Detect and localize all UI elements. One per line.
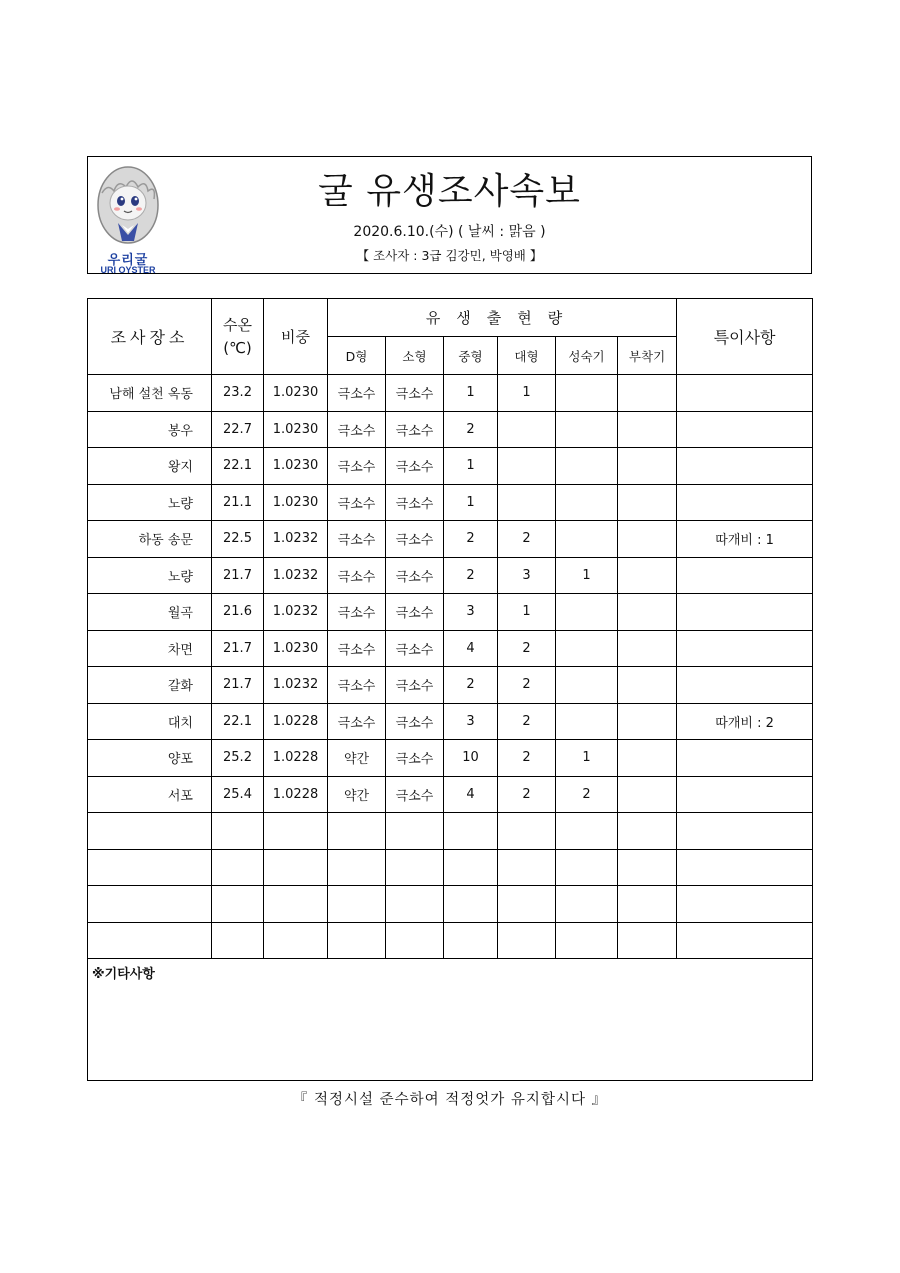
cell-temp: 22.7 — [212, 411, 264, 448]
cell-d-type: 극소수 — [328, 448, 386, 485]
cell-temp: 23.2 — [212, 375, 264, 412]
header-d-type: D형 — [328, 337, 386, 375]
header-notes: 특이사항 — [677, 299, 813, 375]
table-row — [88, 630, 813, 667]
cell-small-type: 극소수 — [386, 703, 444, 740]
cell-attach — [618, 813, 677, 850]
cell-note — [677, 411, 813, 448]
cell-temp — [212, 886, 264, 923]
cell-small-type: 극소수 — [386, 630, 444, 667]
cell-mid-type: 3 — [444, 594, 498, 631]
cell-gravity: 1.0228 — [264, 703, 328, 740]
cell-mature — [556, 667, 618, 704]
cell-mature — [556, 703, 618, 740]
cell-mature — [556, 484, 618, 521]
header-mid-type: 중형 — [444, 337, 498, 375]
header-temp-line1: 수온 — [223, 315, 252, 334]
cell-mature: 1 — [556, 740, 618, 777]
cell-d-type: 극소수 — [328, 630, 386, 667]
cell-temp: 22.1 — [212, 448, 264, 485]
logo-name: 우리굴 — [107, 253, 149, 268]
cell-attach — [618, 922, 677, 959]
cell-small-type — [386, 922, 444, 959]
cell-note — [677, 886, 813, 923]
cell-temp — [212, 813, 264, 850]
cell-gravity: 1.0232 — [264, 557, 328, 594]
table-row — [88, 375, 813, 412]
cell-attach — [618, 521, 677, 558]
cell-temp — [212, 922, 264, 959]
cell-mid-type: 2 — [444, 521, 498, 558]
cell-location: 하동 송문 — [88, 521, 212, 558]
cell-location: 봉우 — [88, 411, 212, 448]
cell-gravity: 1.0228 — [264, 776, 328, 813]
cell-temp: 21.6 — [212, 594, 264, 631]
cell-attach — [618, 667, 677, 704]
table-row — [88, 849, 813, 886]
cell-note — [677, 557, 813, 594]
cell-gravity: 1.0232 — [264, 521, 328, 558]
cell-temp: 25.4 — [212, 776, 264, 813]
footer-slogan: 『 적정시설 준수하여 적정엇가 유지합시다 』 — [292, 1092, 608, 1108]
cell-location: 차면 — [88, 630, 212, 667]
table-row — [88, 411, 813, 448]
cell-small-type — [386, 886, 444, 923]
cell-mature — [556, 521, 618, 558]
cell-temp: 22.1 — [212, 703, 264, 740]
cell-mature — [556, 922, 618, 959]
cell-attach — [618, 740, 677, 777]
cell-mature: 2 — [556, 776, 618, 813]
table-row — [88, 922, 813, 959]
cell-d-type: 극소수 — [328, 375, 386, 412]
cell-mid-type: 2 — [444, 557, 498, 594]
header-small-type: 소형 — [386, 337, 444, 375]
cell-d-type: 극소수 — [328, 521, 386, 558]
cell-location — [88, 813, 212, 850]
cell-small-type: 극소수 — [386, 740, 444, 777]
header-gravity: 비중 — [264, 299, 328, 375]
cell-mid-type — [444, 922, 498, 959]
cell-attach — [618, 411, 677, 448]
cell-d-type: 극소수 — [328, 557, 386, 594]
cell-large-type: 2 — [498, 667, 556, 704]
table-row — [88, 521, 813, 558]
cell-gravity: 1.0230 — [264, 630, 328, 667]
cell-mid-type — [444, 813, 498, 850]
cell-location: 양포 — [88, 740, 212, 777]
cell-small-type: 극소수 — [386, 411, 444, 448]
cell-attach — [618, 630, 677, 667]
cell-large-type — [498, 922, 556, 959]
header-mature: 성숙기 — [556, 337, 618, 375]
cell-gravity: 1.0232 — [264, 667, 328, 704]
cell-mid-type: 10 — [444, 740, 498, 777]
cell-gravity: 1.0232 — [264, 594, 328, 631]
cell-mature — [556, 849, 618, 886]
cell-gravity — [264, 849, 328, 886]
cell-small-type: 극소수 — [386, 776, 444, 813]
cell-temp: 21.1 — [212, 484, 264, 521]
cell-large-type — [498, 849, 556, 886]
cell-location — [88, 886, 212, 923]
cell-large-type: 2 — [498, 521, 556, 558]
cell-mature — [556, 630, 618, 667]
cell-temp: 21.7 — [212, 667, 264, 704]
cell-large-type: 2 — [498, 703, 556, 740]
table-row — [88, 813, 813, 850]
table-row — [88, 776, 813, 813]
cell-temp — [212, 849, 264, 886]
cell-note — [677, 484, 813, 521]
cell-gravity: 1.0228 — [264, 740, 328, 777]
cell-location: 노량 — [88, 557, 212, 594]
cell-gravity — [264, 813, 328, 850]
cell-d-type — [328, 886, 386, 923]
cell-note — [677, 922, 813, 959]
date-weather-line: 2020.6.10.(수) ( 날씨 : 맑음 ) — [353, 224, 546, 240]
cell-mature — [556, 886, 618, 923]
cell-large-type — [498, 813, 556, 850]
cell-attach — [618, 776, 677, 813]
table-row — [88, 886, 813, 923]
cell-temp: 21.7 — [212, 557, 264, 594]
table-row — [88, 594, 813, 631]
header-large-type: 대형 — [498, 337, 556, 375]
table-row — [88, 484, 813, 521]
cell-temp: 25.2 — [212, 740, 264, 777]
table-row — [88, 703, 813, 740]
cell-d-type: 극소수 — [328, 703, 386, 740]
cell-mature — [556, 375, 618, 412]
cell-small-type — [386, 849, 444, 886]
cell-small-type: 극소수 — [386, 594, 444, 631]
cell-mid-type: 4 — [444, 776, 498, 813]
cell-mid-type: 3 — [444, 703, 498, 740]
cell-attach — [618, 448, 677, 485]
cell-mature — [556, 594, 618, 631]
cell-attach — [618, 703, 677, 740]
cell-d-type: 극소수 — [328, 484, 386, 521]
cell-note — [677, 594, 813, 631]
cell-large-type: 2 — [498, 740, 556, 777]
cell-mature — [556, 448, 618, 485]
table-row — [88, 557, 813, 594]
cell-small-type: 극소수 — [386, 557, 444, 594]
cell-location: 갈화 — [88, 667, 212, 704]
cell-large-type — [498, 411, 556, 448]
header-temp-line2: (℃) — [223, 338, 252, 357]
cell-mature — [556, 411, 618, 448]
cell-d-type: 극소수 — [328, 667, 386, 704]
larvae-survey-table — [87, 298, 813, 1081]
cell-large-type: 2 — [498, 776, 556, 813]
cell-large-type: 1 — [498, 375, 556, 412]
cell-note — [677, 776, 813, 813]
cell-note — [677, 667, 813, 704]
table-row — [88, 448, 813, 485]
cell-attach — [618, 375, 677, 412]
cell-small-type: 극소수 — [386, 484, 444, 521]
cell-note — [677, 630, 813, 667]
header-attach: 부착기 — [618, 337, 677, 375]
cell-attach — [618, 886, 677, 923]
cell-location: 남해 설천 옥동 — [88, 375, 212, 412]
table-row — [88, 667, 813, 704]
cell-d-type: 극소수 — [328, 411, 386, 448]
cell-note — [677, 813, 813, 850]
table-row — [88, 740, 813, 777]
cell-location: 왕지 — [88, 448, 212, 485]
header-temp — [212, 299, 264, 375]
cell-location — [88, 922, 212, 959]
header-larvae-group: 유생출현량 — [328, 299, 677, 337]
cell-gravity: 1.0230 — [264, 411, 328, 448]
cell-note: 따개비 : 1 — [677, 521, 813, 558]
cell-attach — [618, 594, 677, 631]
surveyor-line: 【 조사자 : 3급 김강민, 박영배 】 — [356, 248, 543, 263]
page-title: 굴 유생조사속보 — [318, 171, 581, 212]
cell-large-type: 3 — [498, 557, 556, 594]
cell-temp: 21.7 — [212, 630, 264, 667]
cell-d-type: 약간 — [328, 740, 386, 777]
cell-d-type — [328, 922, 386, 959]
cell-d-type — [328, 813, 386, 850]
cell-small-type: 극소수 — [386, 375, 444, 412]
cell-note — [677, 448, 813, 485]
cell-small-type: 극소수 — [386, 448, 444, 485]
cell-gravity: 1.0230 — [264, 375, 328, 412]
cell-gravity: 1.0230 — [264, 448, 328, 485]
cell-mid-type: 2 — [444, 667, 498, 704]
cell-note — [677, 740, 813, 777]
cell-location: 월곡 — [88, 594, 212, 631]
cell-mid-type: 2 — [444, 411, 498, 448]
cell-mid-type: 1 — [444, 375, 498, 412]
cell-mid-type — [444, 886, 498, 923]
cell-gravity — [264, 886, 328, 923]
etc-notes: ※기타사항 — [88, 959, 813, 1081]
cell-mid-type: 1 — [444, 484, 498, 521]
cell-large-type: 1 — [498, 594, 556, 631]
cell-d-type: 극소수 — [328, 594, 386, 631]
cell-note — [677, 849, 813, 886]
header-location: 조사장소 — [88, 299, 212, 375]
logo-subtitle: URI OYSTER — [100, 265, 156, 275]
cell-mid-type — [444, 849, 498, 886]
cell-small-type — [386, 813, 444, 850]
cell-attach — [618, 484, 677, 521]
cell-mature: 1 — [556, 557, 618, 594]
cell-mid-type: 4 — [444, 630, 498, 667]
cell-temp: 22.5 — [212, 521, 264, 558]
cell-attach — [618, 557, 677, 594]
report-header — [87, 156, 812, 274]
cell-small-type: 극소수 — [386, 667, 444, 704]
cell-location — [88, 849, 212, 886]
cell-attach — [618, 849, 677, 886]
cell-large-type — [498, 448, 556, 485]
cell-mature — [556, 813, 618, 850]
cell-location: 노량 — [88, 484, 212, 521]
cell-gravity: 1.0230 — [264, 484, 328, 521]
cell-gravity — [264, 922, 328, 959]
cell-large-type — [498, 886, 556, 923]
cell-d-type: 약간 — [328, 776, 386, 813]
cell-note: 따개비 : 2 — [677, 703, 813, 740]
cell-mid-type: 1 — [444, 448, 498, 485]
cell-large-type — [498, 484, 556, 521]
cell-location: 대치 — [88, 703, 212, 740]
cell-small-type: 극소수 — [386, 521, 444, 558]
cell-note — [677, 375, 813, 412]
cell-large-type: 2 — [498, 630, 556, 667]
cell-location: 서포 — [88, 776, 212, 813]
cell-d-type — [328, 849, 386, 886]
